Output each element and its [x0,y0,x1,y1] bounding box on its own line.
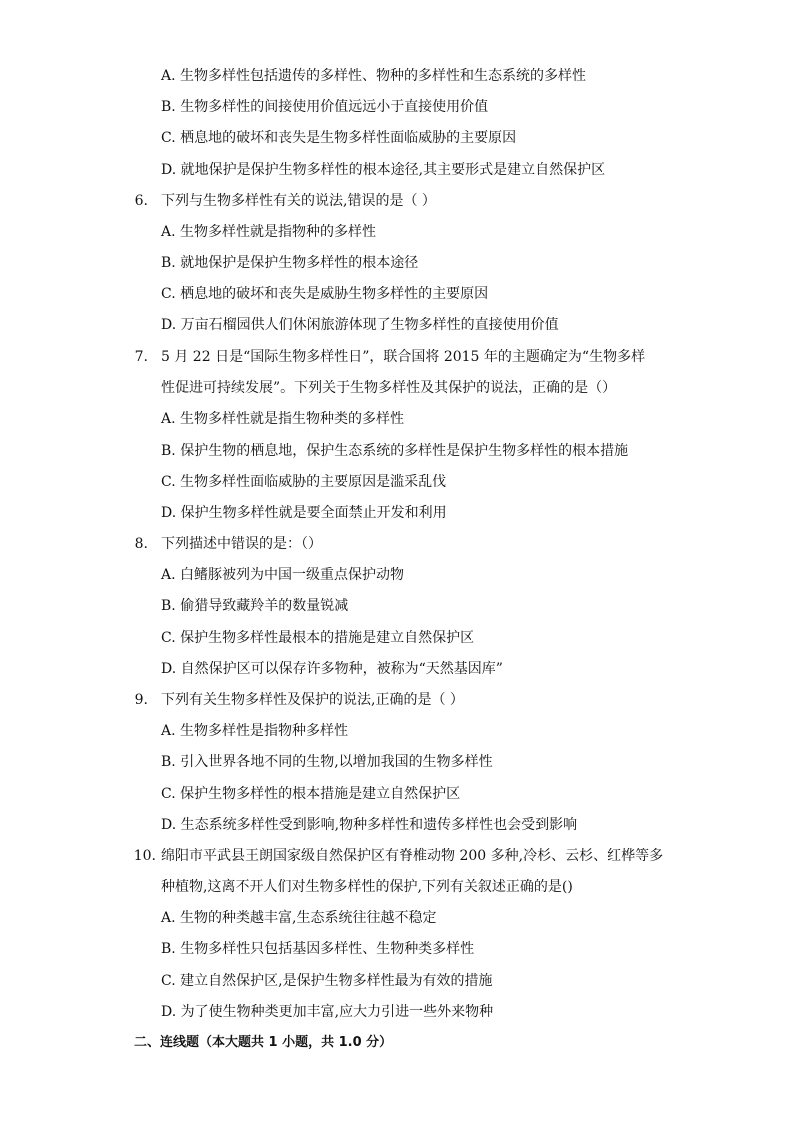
q8-option-b: B. 偷猎导致藏羚羊的数量锐减 [161,598,349,614]
q8-stem: 下列描述中错误的是：（） [161,536,322,552]
q9-stem: 下列有关生物多样性及保护的说法,正确的是（ ） [161,692,464,708]
q10-stem-line1: 绵阳市平武县王朗国家级自然保护区有脊椎动物 200 多种,冷杉、云杉、红桦等多 [161,848,664,864]
q7-number: 7. [134,349,148,365]
q7-option-b: B. 保护生物的栖息地，保护生态系统的多样性是保护生物多样性的根本措施 [161,443,629,459]
q6-option-b: B. 就地保护是保护生物多样性的根本途径 [161,255,419,271]
q6-option-c: C. 栖息地的破坏和丧失是威胁生物多样性的主要原因 [161,286,489,302]
q10-number: 10. [133,848,156,864]
q6-option-a: A. 生物多样性就是指物种的多样性 [161,224,377,240]
q6-option-d: D. 万亩石榴园供人们休闲旅游体现了生物多样性的直接使用价值 [161,317,559,333]
q9-number: 9. [134,692,148,708]
q7-stem-line1: 5 月 22 日是“国际生物多样性日”，联合国将 2015 年的主题确定为“生物多样 [161,349,646,365]
q10-option-c: C. 建立自然保护区,是保护生物多样性最为有效的措施 [161,973,493,989]
q7-option-d: D. 保护生物多样性就是要全面禁止开发和利用 [161,505,447,521]
q10-option-d: D. 为了使生物种类更加丰富,应大力引进一些外来物种 [161,1004,494,1020]
q5-option-d: D. 就地保护是保护生物多样性的根本途径,其主要形式是建立自然保护区 [161,162,606,178]
q5-option-b: B. 生物多样性的间接使用价值远远小于直接使用价值 [161,99,489,115]
q9-option-c: C. 保护生物多样性的根本措施是建立自然保护区 [161,786,461,802]
q6-stem: 下列与生物多样性有关的说法,错误的是（ ） [161,193,436,209]
q9-option-b: B. 引入世界各地不同的生物,以增加我国的生物多样性 [161,754,493,770]
q9-option-d: D. 生态系统多样性受到影响,物种多样性和遗传多样性也会受到影响 [161,817,578,833]
section-heading: 二、连线题（本大题共 1 小题，共 1.0 分） [134,1035,393,1050]
q8-option-a: A. 白鳍豚被列为中国一级重点保护动物 [161,567,405,583]
q7-option-a: A. 生物多样性就是指生物种类的多样性 [161,411,405,427]
q5-option-c: C. 栖息地的破坏和丧失是生物多样性面临威胁的主要原因 [161,130,517,146]
q10-option-b: B. 生物多样性只包括基因多样性、生物种类多样性 [161,941,475,957]
q7-option-c: C. 生物多样性面临威胁的主要原因是滥采乱伐 [161,474,447,490]
q8-option-c: C. 保护生物多样性最根本的措施是建立自然保护区 [161,630,475,646]
q6-number: 6. [134,193,148,209]
q10-option-a: A. 生物的种类越丰富,生态系统往往越不稳定 [161,910,437,926]
q7-stem-line2: 性促进可持续发展”。下列关于生物多样性及其保护的说法，正确的是（） [161,380,617,396]
q10-stem-line2: 种植物,这离不开人们对生物多样性的保护,下列有关叙述正确的是() [161,879,573,895]
q9-option-a: A. 生物多样性是指物种多样性 [161,723,349,739]
q8-number: 8. [134,536,148,552]
q8-option-d: D. 自然保护区可以保存许多物种，被称为“天然基因库” [161,661,503,677]
q5-option-a: A. 生物多样性包括遗传的多样性、物种的多样性和生态系统的多样性 [161,68,587,84]
